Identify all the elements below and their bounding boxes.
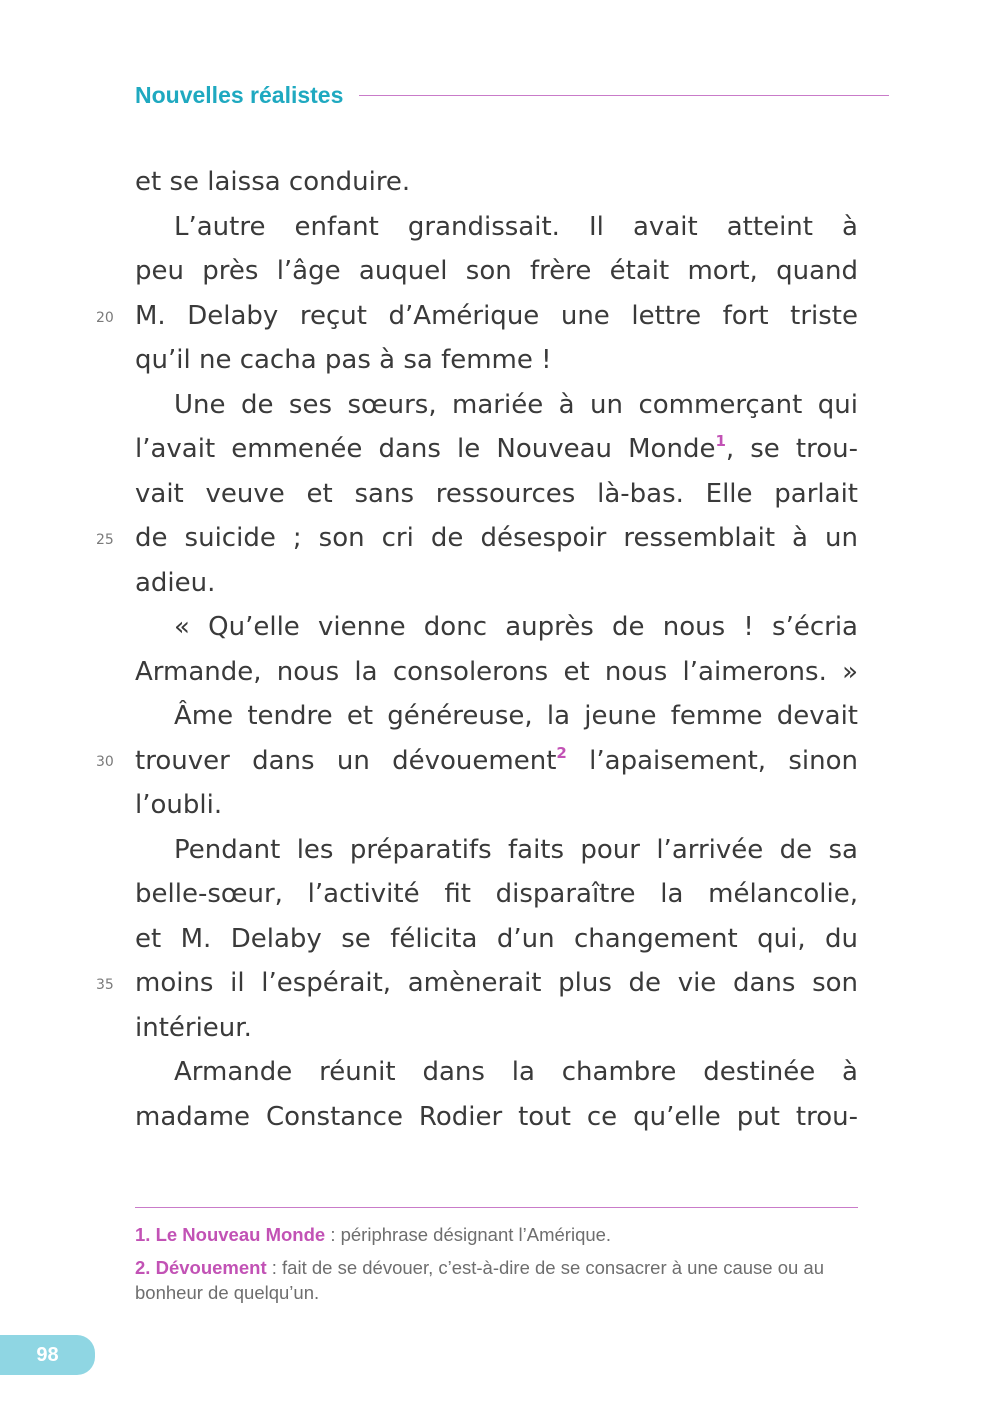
footnote-ref-2[interactable]: 2 xyxy=(556,743,567,762)
footnote-number: 2. xyxy=(135,1257,151,1278)
line-number: 30 xyxy=(96,754,114,770)
text-segment: l’avait emmenée dans le Nouveau Monde xyxy=(135,434,716,464)
line-number: 25 xyxy=(96,532,114,548)
text-segment: trouver dans un dévouement xyxy=(135,745,557,776)
footnotes xyxy=(135,1222,858,1313)
text-line: Armande, nous la consolerons et nous l’aimerons. » xyxy=(135,656,858,687)
text-line: de suicide ; son cri de désespoir ressemblait à un xyxy=(135,523,858,553)
text-line: Pendant les préparatifs faits pour l’arrivée de sa xyxy=(174,834,858,865)
footnote-1 xyxy=(135,1222,858,1247)
text-segment: , se trou- xyxy=(725,434,858,464)
footnote-text: : fait de se dévouer, c’est-à-dire de se consacrer à une cause ou au bonheur de quelqu’un. xyxy=(135,1257,824,1303)
footnote-ref-1[interactable]: 1 xyxy=(715,432,726,450)
line-number: 35 xyxy=(96,977,114,993)
text-line xyxy=(135,427,858,472)
text-line: peu près l’âge auquel son frère était mort, quand xyxy=(135,256,858,286)
text-line xyxy=(135,739,858,784)
text-line: Une de ses sœurs, mariée à un commerçant qui xyxy=(174,389,858,420)
footnote-2 xyxy=(135,1255,858,1305)
text-line: moins il l’espérait, amènerait plus de vie dans son xyxy=(135,968,858,998)
text-line: qu’il ne cacha pas à sa femme ! xyxy=(135,345,552,375)
footnote-number: 1. xyxy=(135,1224,151,1245)
running-header xyxy=(135,80,889,110)
text-line: vait veuve et sans ressources là-bas. Elle parlait xyxy=(135,478,858,509)
text-line: et M. Delaby se félicita d’un changement qui, du xyxy=(135,923,858,954)
page-number-tab xyxy=(0,1335,95,1375)
text-line: adieu. xyxy=(135,567,216,598)
line-number: 20 xyxy=(96,310,114,326)
header-title: Nouvelles réalistes xyxy=(135,81,344,108)
text-segment: l’apaisement, sinon xyxy=(566,745,859,776)
text-line: et se laissa conduire. xyxy=(135,167,411,197)
text-line: L’autre enfant grandissait. Il avait atteint à xyxy=(174,211,858,242)
text-line: « Qu’elle vienne donc auprès de nous ! s’écria xyxy=(174,612,858,642)
text-line: M. Delaby reçut d’Amérique une lettre fort triste xyxy=(135,300,858,331)
header-rule xyxy=(359,95,889,96)
text-line: Armande réunit dans la chambre destinée à xyxy=(174,1057,858,1087)
text-line: Âme tendre et généreuse, la jeune femme devait xyxy=(174,701,858,731)
text-line: l’oubli. xyxy=(135,790,223,820)
body-text xyxy=(135,160,858,1139)
text-line: madame Constance Rodier tout ce qu’elle put trou- xyxy=(135,1101,858,1132)
text-line: belle-sœur, l’activité fit disparaître la mélancolie, xyxy=(135,879,858,909)
footnote-term: Le Nouveau Monde xyxy=(155,1224,326,1245)
footnote-text: : périphrase désignant l’Amérique. xyxy=(325,1224,612,1245)
page-number: 98 xyxy=(36,1343,59,1366)
footnote-divider xyxy=(135,1207,858,1208)
footnote-term: Dévouement xyxy=(155,1257,267,1278)
text-line: intérieur. xyxy=(135,1012,252,1043)
